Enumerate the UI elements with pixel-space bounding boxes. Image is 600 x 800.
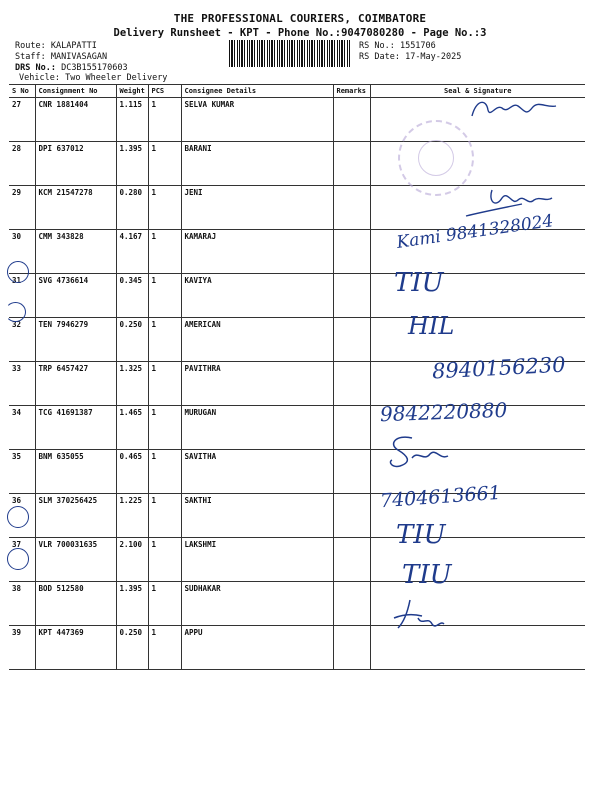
cell-sno: 38 <box>9 582 35 626</box>
vehicle-line <box>19 73 167 83</box>
cell-sno: 32 <box>9 318 35 362</box>
col-sno: S No <box>9 85 35 98</box>
table-row <box>9 538 585 582</box>
cell-consignment: KCM 21547278 <box>35 186 116 230</box>
cell-consignee: SAKTHI <box>181 494 333 538</box>
drs-label: DRS No.: <box>15 63 56 73</box>
cell-remarks <box>333 626 370 670</box>
rs-no-line <box>359 41 436 51</box>
cell-pcs: 1 <box>148 450 181 494</box>
cell-consignee: SELVA KUMAR <box>181 98 333 142</box>
rs-date-line <box>359 52 461 62</box>
cell-consignee: PAVITHRA <box>181 362 333 406</box>
sno-37-circle <box>7 506 29 528</box>
cell-consignee: BARANI <box>181 142 333 186</box>
staff-line <box>15 52 107 62</box>
cell-sno: 39 <box>9 626 35 670</box>
cell-remarks <box>333 142 370 186</box>
cell-weight: 1.225 <box>116 494 148 538</box>
col-consignee: Consignee Details <box>181 85 333 98</box>
cell-pcs: 1 <box>148 582 181 626</box>
rs-no-value: 1551706 <box>399 41 436 51</box>
sno-38-circle <box>7 548 29 570</box>
cell-consignee: LAKSHMI <box>181 538 333 582</box>
note-row-38: TIU <box>402 560 452 590</box>
note-row-30: Kami 9841328024 <box>395 211 555 253</box>
rs-date-label: RS Date: <box>359 52 400 62</box>
route-label: Route: <box>15 41 46 51</box>
note-row-33: 8940156230 <box>431 352 567 384</box>
cell-pcs: 1 <box>148 406 181 450</box>
cell-consignee: SUDHAKAR <box>181 582 333 626</box>
cell-consignee: KAMARAJ <box>181 230 333 274</box>
vehicle-value: Two Wheeler Delivery <box>65 73 168 83</box>
cell-consignee: JENI <box>181 186 333 230</box>
cell-consignment: CNR 1881404 <box>35 98 116 142</box>
cell-remarks <box>333 318 370 362</box>
table-row <box>9 142 585 186</box>
signature-row-39 <box>388 596 448 632</box>
cell-weight: 0.250 <box>116 318 148 362</box>
cell-weight: 2.100 <box>116 538 148 582</box>
cell-consignment: VLR 700031635 <box>35 538 116 582</box>
cell-consignment: CMM 343828 <box>35 230 116 274</box>
courier-stamp <box>398 120 474 196</box>
cell-weight: 4.167 <box>116 230 148 274</box>
drs-value: DC3B155170603 <box>61 63 128 73</box>
cell-consignment: SLM 370256425 <box>35 494 116 538</box>
cell-pcs: 1 <box>148 538 181 582</box>
cell-remarks <box>333 186 370 230</box>
cell-consignment: TCG 41691387 <box>35 406 116 450</box>
cell-consignee: KAVIYA <box>181 274 333 318</box>
cell-pcs: 1 <box>148 318 181 362</box>
cell-consignee: MURUGAN <box>181 406 333 450</box>
cell-pcs: 1 <box>148 230 181 274</box>
cell-remarks <box>333 230 370 274</box>
cell-sno: 37 <box>9 538 35 582</box>
cell-sno: 35 <box>9 450 35 494</box>
table-row <box>9 318 585 362</box>
cell-sno: 31 <box>9 274 35 318</box>
cell-consignment: SVG 4736614 <box>35 274 116 318</box>
col-weight: Weight <box>116 85 148 98</box>
cell-weight: 1.115 <box>116 98 148 142</box>
sno-32-mark <box>5 302 26 322</box>
sno-31-circle <box>7 261 29 283</box>
route-line <box>15 41 97 51</box>
table-row <box>9 582 585 626</box>
cell-remarks <box>333 494 370 538</box>
cell-remarks <box>333 406 370 450</box>
staff-label: Staff: <box>15 52 46 62</box>
cell-sno: 27 <box>9 98 35 142</box>
cell-weight: 1.325 <box>116 362 148 406</box>
cell-weight: 0.345 <box>116 274 148 318</box>
col-pcs: PCS <box>148 85 181 98</box>
note-row-36: 7404613661 <box>379 481 502 513</box>
col-seal: Seal & Signature <box>370 85 585 98</box>
cell-pcs: 1 <box>148 274 181 318</box>
signature-row-35 <box>382 432 456 472</box>
cell-pcs: 1 <box>148 494 181 538</box>
cell-consignee: APPU <box>181 626 333 670</box>
cell-consignee: AMERICAN <box>181 318 333 362</box>
vehicle-label: Vehicle: <box>19 73 60 83</box>
cell-sno: 34 <box>9 406 35 450</box>
cell-weight: 1.395 <box>116 142 148 186</box>
cell-pcs: 1 <box>148 142 181 186</box>
cell-seal <box>370 626 585 670</box>
cell-consignment: TEN 7946279 <box>35 318 116 362</box>
staff-value: MANIVASAGAN <box>50 52 108 62</box>
cell-remarks <box>333 98 370 142</box>
cell-pcs: 1 <box>148 186 181 230</box>
cell-pcs: 1 <box>148 362 181 406</box>
cell-pcs: 1 <box>148 98 181 142</box>
cell-remarks <box>333 538 370 582</box>
cell-sno: 33 <box>9 362 35 406</box>
cell-consignment: TRP 6457427 <box>35 362 116 406</box>
signature-row-27 <box>468 96 560 124</box>
cell-sno: 28 <box>9 142 35 186</box>
cell-weight: 1.395 <box>116 582 148 626</box>
cell-sno: 29 <box>9 186 35 230</box>
barcode <box>229 40 351 67</box>
note-row-34: 9842220880 <box>379 397 508 427</box>
note-row-37: TIU <box>396 520 446 550</box>
cell-remarks <box>333 362 370 406</box>
note-row-31: TIU <box>394 268 444 298</box>
cell-sno: 30 <box>9 230 35 274</box>
cell-weight: 0.280 <box>116 186 148 230</box>
cell-weight: 1.465 <box>116 406 148 450</box>
table-row <box>9 274 585 318</box>
table-row <box>9 626 585 670</box>
runsheet-title: Delivery Runsheet - KPT - Phone No.:9047080280 - Page No.:3 <box>113 27 487 39</box>
cell-pcs: 1 <box>148 626 181 670</box>
cell-remarks <box>333 582 370 626</box>
cell-consignment: DPI 637012 <box>35 142 116 186</box>
drs-line <box>15 63 128 73</box>
col-remarks: Remarks <box>333 85 370 98</box>
company-name: THE PROFESSIONAL COURIERS, COIMBATORE <box>173 12 427 25</box>
cell-remarks <box>333 450 370 494</box>
col-consignment: Consignment No <box>35 85 116 98</box>
cell-consignment: KPT 447369 <box>35 626 116 670</box>
note-row-32: HIL <box>408 312 455 340</box>
cell-consignee: SAVITHA <box>181 450 333 494</box>
rs-no-label: RS No.: <box>359 41 395 51</box>
cell-consignment: BNM 635055 <box>35 450 116 494</box>
cell-consignment: BOD 512580 <box>35 582 116 626</box>
cell-weight: 0.465 <box>116 450 148 494</box>
route-value: KALAPATTI <box>50 41 97 51</box>
cell-remarks <box>333 274 370 318</box>
cell-weight: 0.250 <box>116 626 148 670</box>
cell-sno: 36 <box>9 494 35 538</box>
rs-date-value: 17-May-2025 <box>405 52 462 62</box>
